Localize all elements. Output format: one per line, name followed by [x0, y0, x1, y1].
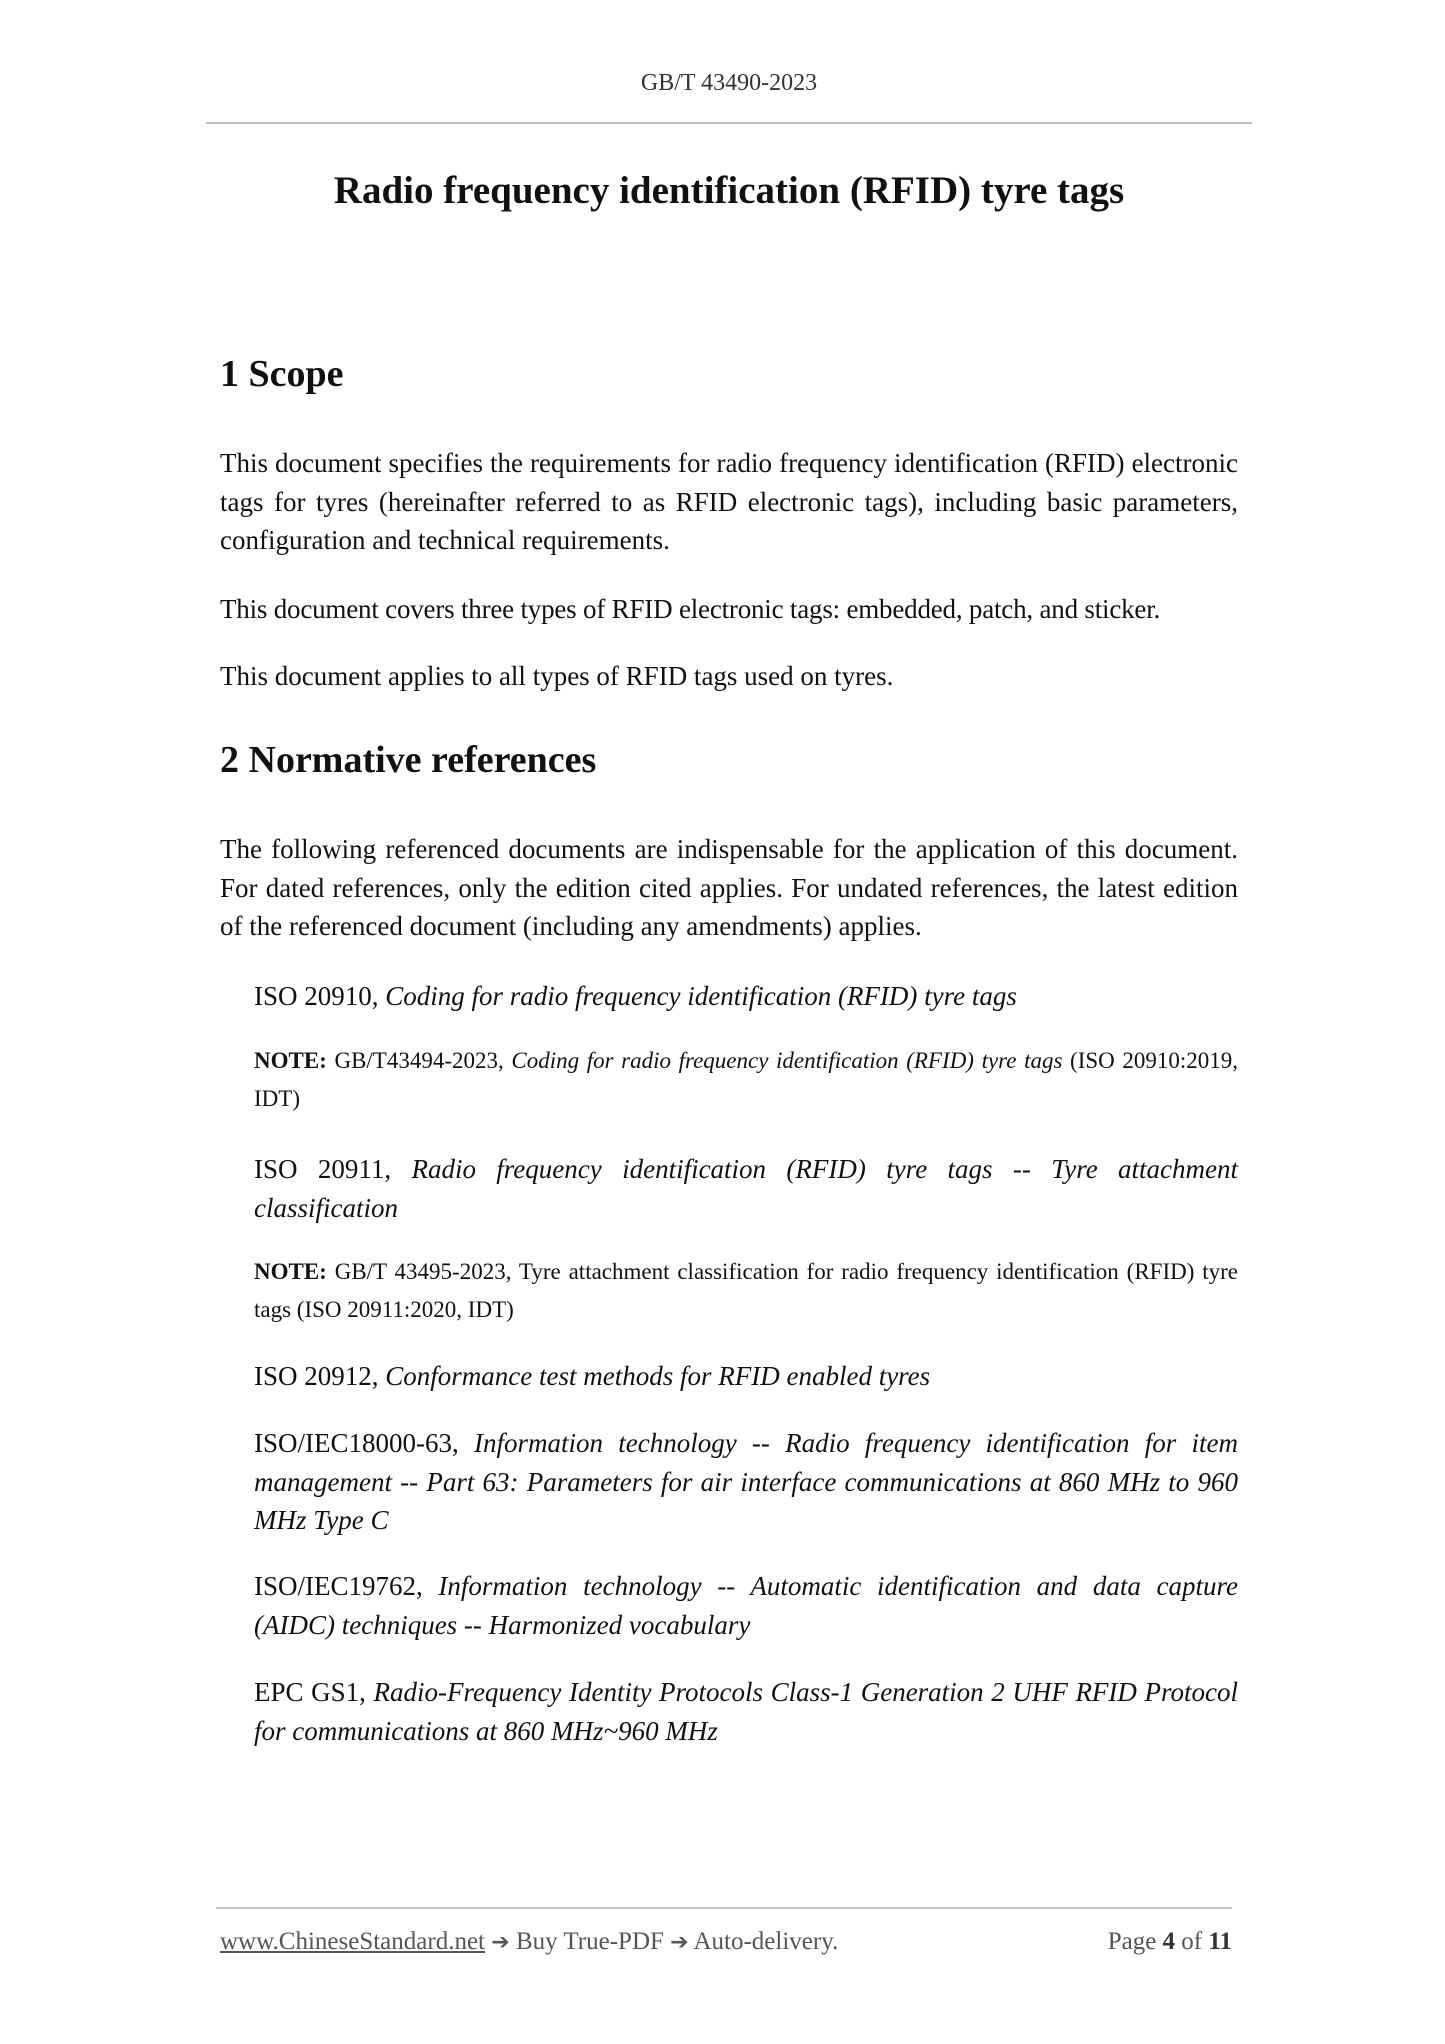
reference-title: Radio-Frequency Identity Protocols Class-1 Generation 2 UHF RFID Protocol for communications at 860 MHz~960 MHz	[254, 1677, 1238, 1746]
reference-code: ISO 20910,	[254, 981, 379, 1011]
document-title: Radio frequency identification (RFID) tyre tags	[333, 169, 1125, 212]
scope-paragraph: This document applies to all types of RFID tags used on tyres.	[220, 661, 894, 691]
reference-title: Information technology -- Radio frequency identification for item management -- Part 63: Parameters for air interface communications at 860 MHz to 960 MHz Type C	[254, 1428, 1239, 1535]
normative-intro	[220, 830, 1238, 946]
footer-divider	[216, 1907, 1232, 1909]
reference-item	[254, 1567, 1238, 1644]
note-label: NOTE:	[254, 1048, 327, 1073]
reference-title: Information technology -- Automatic identification and data capture (AIDC) techniques -- Harmonized vocabulary	[254, 1571, 1238, 1640]
scope-paragraph: This document specifies the requirements for radio frequency identification (RFID) electronic tags for tyres (hereinafter referred to as RFID electronic tags), including basic parameters, configuration and technical requirements.	[220, 448, 1238, 555]
note-source: (ISO 20910:2019, IDT)	[254, 1048, 1238, 1111]
current-page: 4	[1162, 1928, 1176, 1955]
reference-item	[254, 1357, 1238, 1396]
note-text: GB/T 43495-2023, Tyre attachment classification for radio frequency identification (RFID) tyre tags (ISO 20911:2020, IDT)	[254, 1259, 1238, 1322]
arrow-right-icon: ➔	[670, 1930, 689, 1955]
buy-pdf-text: Buy True-PDF	[515, 1928, 664, 1955]
scope-paragraph: This document covers three types of RFID electronic tags: embedded, patch, and sticker.	[220, 594, 1161, 624]
note-title: Coding for radio frequency identification (RFID) tyre tags	[511, 1048, 1063, 1073]
page-footer	[220, 1928, 1232, 1956]
website-link[interactable]: www.ChineseStandard.net	[220, 1928, 485, 1955]
reference-note	[254, 1042, 1238, 1118]
reference-item	[254, 1424, 1238, 1540]
reference-code: EPC GS1,	[254, 1677, 366, 1707]
note-label: NOTE:	[254, 1259, 327, 1284]
page-number	[1108, 1928, 1232, 1956]
reference-item	[254, 1673, 1238, 1750]
reference-note	[254, 1253, 1238, 1329]
reference-code: ISO/IEC19762,	[254, 1571, 423, 1601]
reference-code: ISO 20911,	[254, 1154, 392, 1184]
reference-item	[254, 1150, 1238, 1227]
note-code: GB/T43494-2023,	[334, 1048, 504, 1073]
running-header: GB/T 43490-2023	[640, 70, 818, 96]
header-divider	[206, 122, 1252, 124]
normative-heading: 2 Normative references	[220, 739, 597, 781]
reference-code: ISO/IEC18000-63,	[254, 1428, 459, 1458]
scope-body-3	[220, 657, 1238, 696]
reference-title: Radio frequency identification (RFID) tyre tags -- Tyre attachment classification	[254, 1154, 1238, 1223]
total-pages: 11	[1208, 1928, 1232, 1955]
reference-title: Coding for radio frequency identification (RFID) tyre tags	[385, 981, 1017, 1011]
delivery-text: Auto-delivery.	[693, 1928, 839, 1955]
arrow-right-icon: ➔	[491, 1930, 510, 1955]
scope-body	[220, 444, 1238, 560]
reference-item	[254, 977, 1238, 1016]
reference-title: Conformance test methods for RFID enabled tyres	[385, 1361, 931, 1391]
normative-intro-paragraph: The following referenced documents are indispensable for the application of this document. For dated references, only the edition cited applies. For undated references, the latest edition of the referenced document (including any amendments) applies.	[220, 834, 1238, 941]
of-label: of	[1181, 1928, 1203, 1955]
page-label: Page	[1107, 1928, 1157, 1955]
scope-body-2	[220, 590, 1238, 629]
scope-heading: 1 Scope	[220, 353, 344, 395]
reference-code: ISO 20912,	[254, 1361, 379, 1391]
